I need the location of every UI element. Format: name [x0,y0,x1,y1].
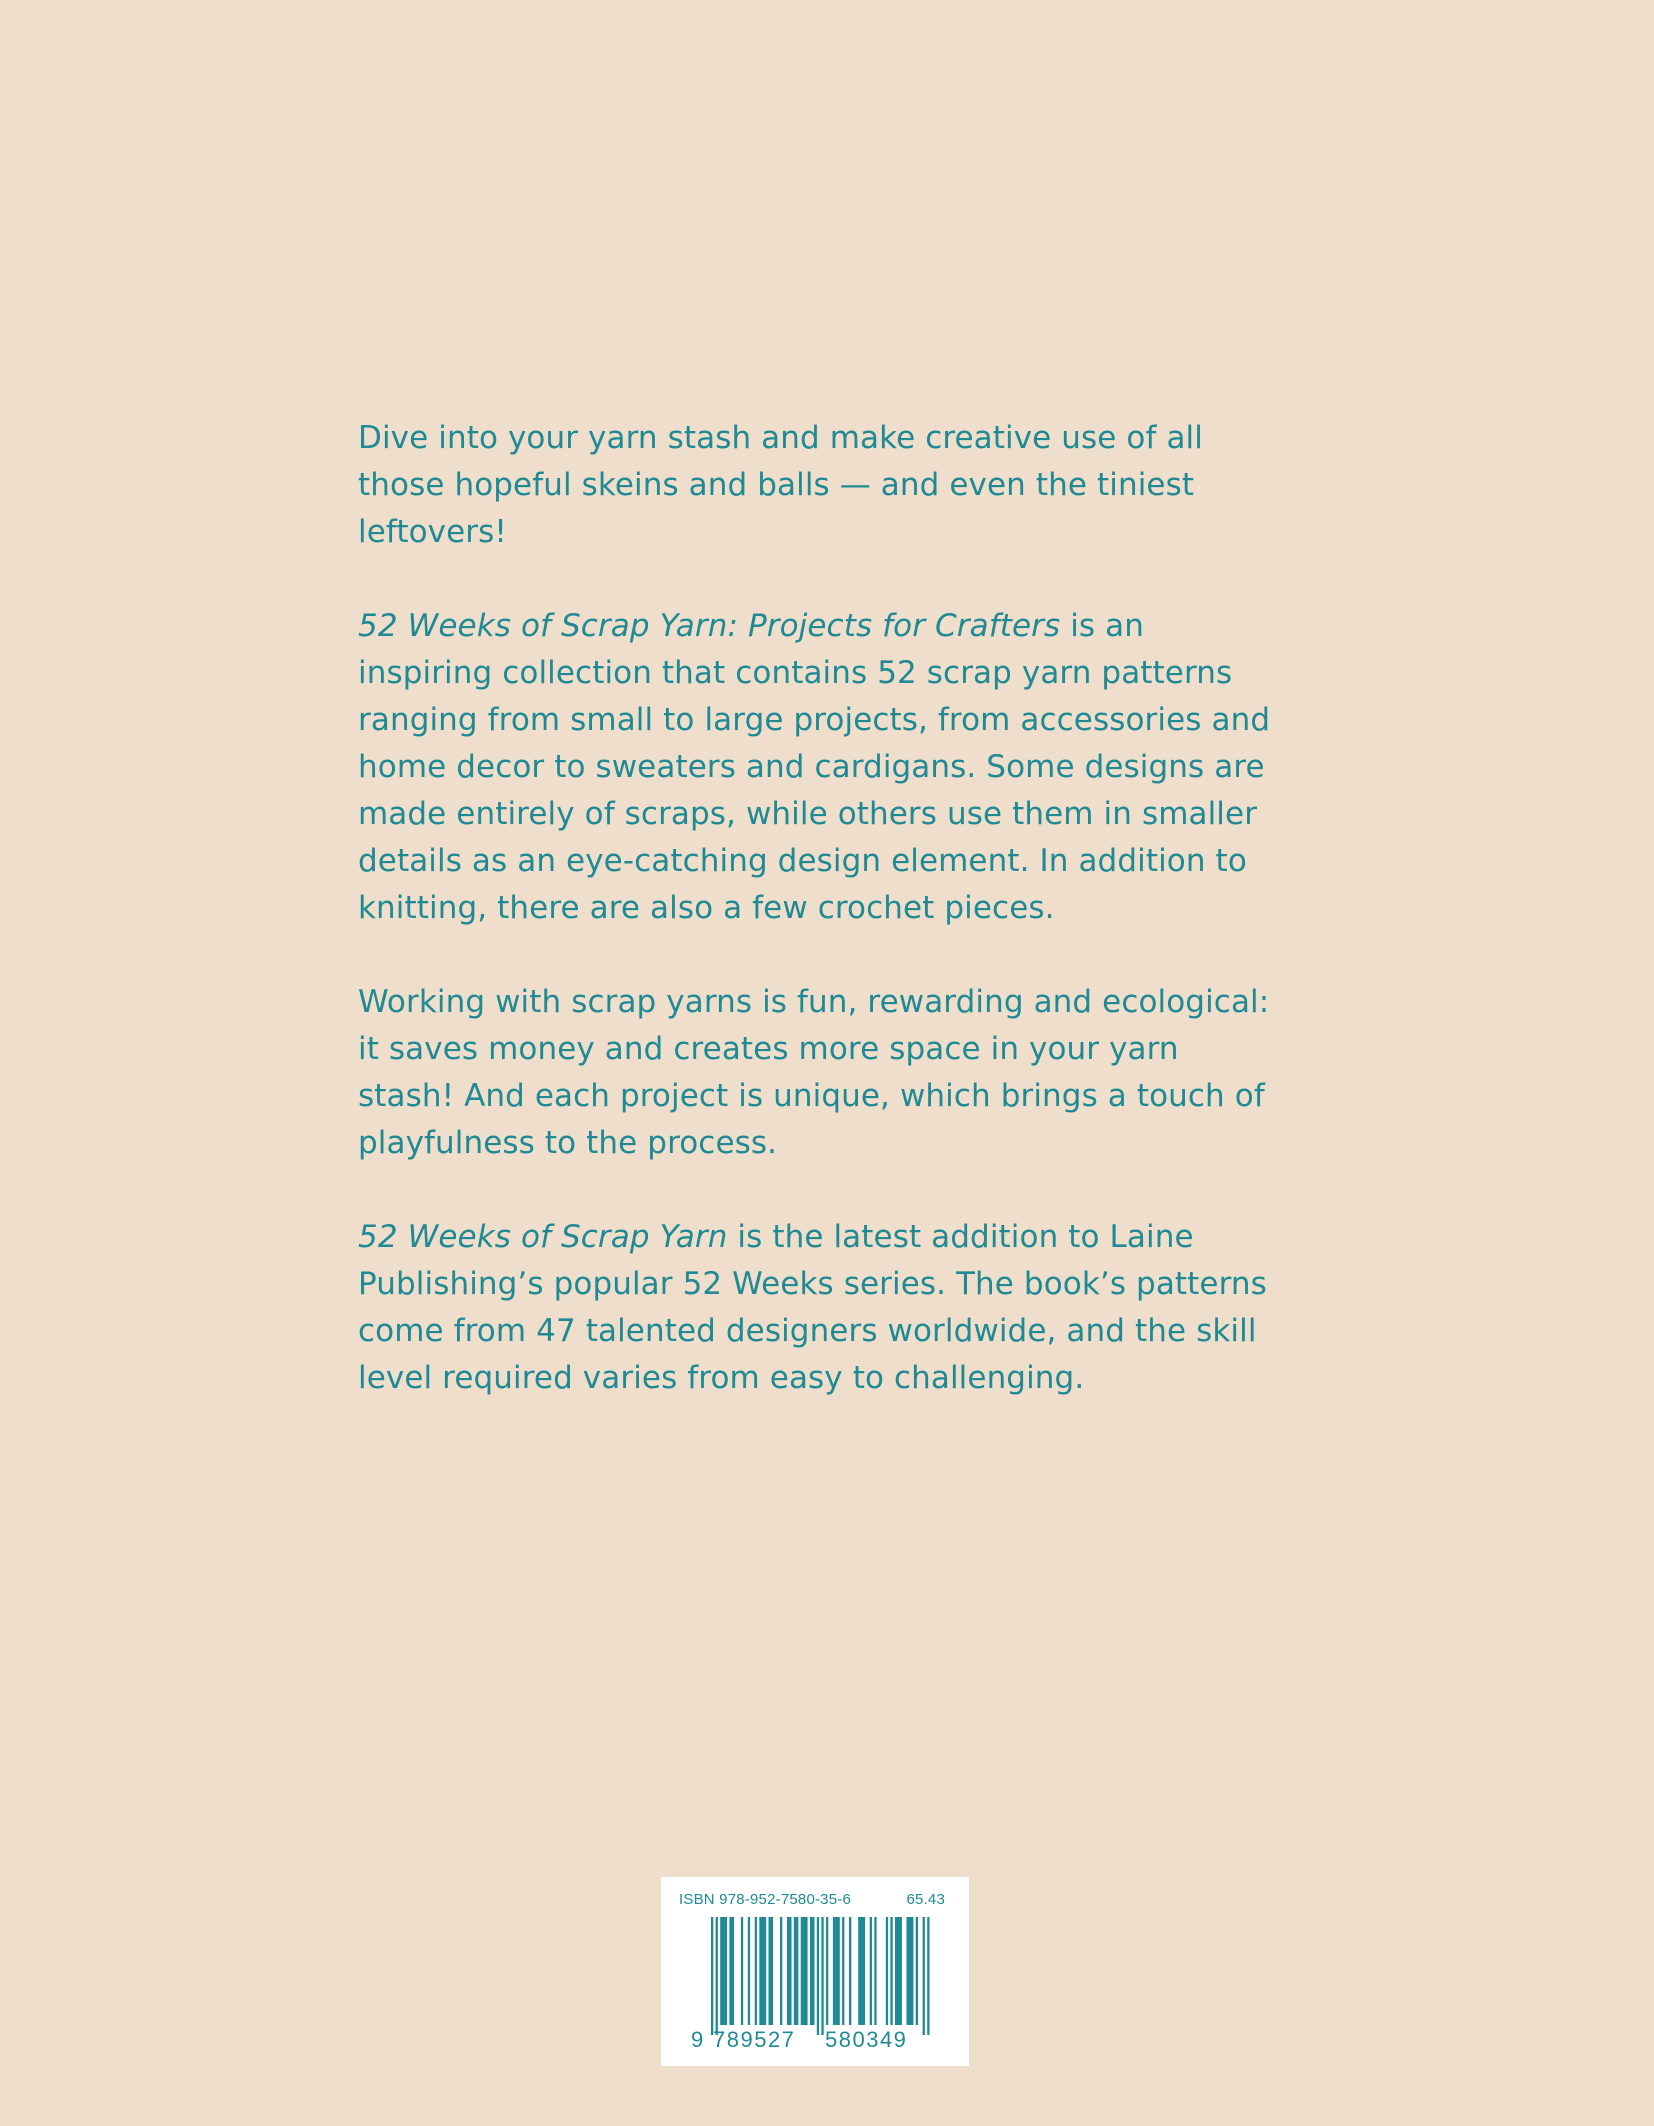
barcode-bar-21 [870,1917,872,2025]
barcode-digit-first: 9 [691,2027,704,2052]
barcode-digits [661,2027,969,2053]
blurb-paragraph-benefits [358,979,1283,1167]
barcode-bar-19 [849,1917,851,2025]
blurb-paragraph-intro [358,415,1283,556]
barcode-bar-20 [858,1917,865,2025]
price-code: 65.43 [906,1891,945,1908]
blurb-benefits-text: Working with scrap yarns is fun, rewarding and ecological: it saves money and creates more space in your yarn stash! And each project is unique, which brings a touch of playfulness to the process. [358,984,1270,1161]
barcode-bar-18 [842,1917,844,2025]
barcode-bar-3 [729,1917,734,2025]
barcode-bar-8 [769,1917,774,2025]
barcode-bar-7 [759,1917,766,2025]
barcode-bar-28 [923,1917,925,2035]
barcode-bar-11 [794,1917,799,2025]
barcode-bar-22 [874,1917,876,2025]
book-title-short-italic: 52 Weeks of Scrap Yarn [358,1219,728,1255]
barcode-bar-10 [787,1917,792,2025]
barcode-bar-1 [716,1917,718,2035]
barcode-bar-17 [833,1917,840,2025]
barcode-bar-2 [720,1917,727,2025]
isbn-barcode-label [661,1877,969,2066]
barcode-bar-6 [755,1917,757,2025]
back-cover-blurb [358,415,1283,1402]
blurb-intro-text: Dive into your yarn stash and make creative use of all those hopeful skeins and balls — and even the tiniest leftovers! [358,420,1203,550]
barcode-bar-16 [826,1917,828,2025]
barcode-bar-13 [810,1917,815,2025]
barcode-bar-9 [780,1917,782,2025]
isbn-number: ISBN 978-952-7580-35-6 [679,1891,852,1908]
barcode-bar-27 [916,1917,918,2025]
barcode-bar-4 [741,1917,743,2025]
barcode-digits-right: 580349 [825,2027,908,2052]
barcode-bar-0 [711,1917,713,2035]
barcode-bar-26 [907,1917,914,2025]
book-title-italic: 52 Weeks of Scrap Yarn: Projects for Crafters [358,608,1061,644]
barcode-bar-29 [927,1917,929,2035]
barcode-bar-12 [801,1917,808,2025]
barcode-bar-15 [821,1917,823,2035]
blurb-paragraph-description [358,603,1283,932]
blurb-series-text: is the latest addition to Laine Publishing’s popular 52 Weeks series. The book’s patterns come from 47 talented designers worldwide, and the skill level required varies from easy to challenging. [358,1219,1267,1396]
barcode-bar-23 [886,1917,888,2025]
barcode-bar-24 [890,1917,892,2025]
barcode-bar-14 [817,1917,819,2035]
barcode-bar-25 [895,1917,902,2025]
barcode-digits-left: 789527 [713,2027,796,2052]
barcode-bar-5 [748,1917,750,2025]
blurb-description-text: is an inspiring collection that contains 52 scrap yarn patterns ranging from small to large projects, from accessories and home decor to sweaters and cardigans. Some designs are made entirely of scraps, while others use them in smaller details as an eye-catching design element. In addition to knitting, there are also a few crochet pieces. [358,608,1271,926]
blurb-paragraph-series [358,1214,1283,1402]
